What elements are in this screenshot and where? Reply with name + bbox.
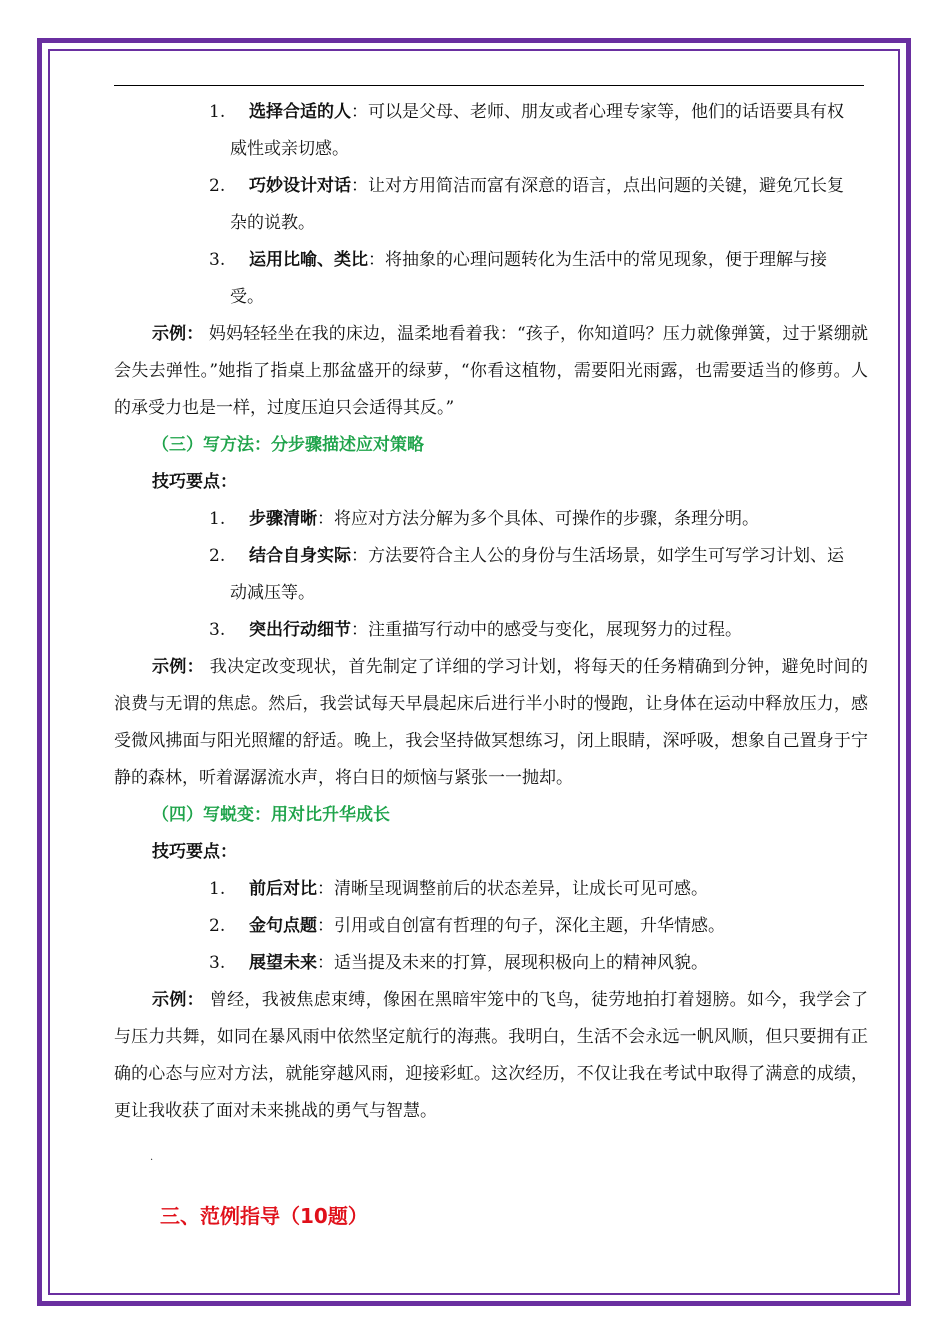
header-rule	[114, 85, 864, 86]
section-title: 三、范例指导（10题）	[160, 1204, 368, 1228]
list-item: 3. 突出行动细节：注重描写行动中的感受与变化，展现努力的过程。	[209, 620, 742, 640]
list-item: 2. 金句点题：引用或自创富有哲理的句子，深化主题，升华情感。	[209, 916, 725, 936]
tips-label: 技巧要点：	[152, 842, 237, 862]
list-item: 1. 前后对比：清晰呈现调整前后的状态差异，让成长可见可感。	[209, 879, 708, 899]
tips-label: 技巧要点：	[152, 472, 237, 492]
list-item: 3. 展望未来：适当提及未来的打算，展现积极向上的精神风貌。	[209, 953, 708, 973]
list-item: 3. 运用比喻、类比：将抽象的心理问题转化为生活中的常见现象，便于理解与接受。	[209, 250, 827, 307]
example-paragraph: 示例： 我决定改变现状，首先制定了详细的学习计划，将每天的任务精确到分钟，避免时间的浪费与无谓的焦虑。然后，我尝试每天早晨起床后进行半小时的慢跑，让身体在运动中释放压力，感受微风拂面与阳光照耀的舒适。晚上，我会坚持做冥想练习，闭上眼睛，深呼吸，想象自己置身于宁静的森林，听着潺潺流水声，将白日的烦恼与紧张一一抛却。	[114, 657, 869, 788]
list-item: 2. 巧妙设计对话：让对方用简洁而富有深意的语言，点出问题的关键，避免冗长复杂的说教。	[209, 176, 844, 233]
example-paragraph: 示例： 曾经，我被焦虑束缚，像困在黑暗牢笼中的飞鸟，徒劳地拍打着翅膀。如今，我学会了与压力共舞，如同在暴风雨中依然坚定航行的海燕。我明白，生活不会永远一帆风顺，但只要拥有正确的心态与应对方法，就能穿越风雨，迎接彩虹。这次经历，不仅让我在考试中取得了满意的成绩，更让我收获了面对未来挑战的勇气与智慧。	[114, 990, 869, 1121]
example-paragraph: 示例： 妈妈轻轻坐在我的床边，温柔地看着我：“孩子，你知道吗？压力就像弹簧，过于紧绷就会失去弹性。”她指了指桌上那盆盛开的绿萝，“你看这植物，需要阳光雨露，也需要适当的修剪。人的承受力也是一样，过度压迫只会适得其反。”	[114, 324, 869, 418]
document-body	[114, 94, 868, 1130]
list-item: 2. 结合自身实际：方法要符合主人公的身份与生活场景，如学生可写学习计划、运动减压等。	[209, 546, 844, 603]
subsection-heading: （三）写方法：分步骤描述应对策略	[152, 435, 424, 455]
subsection-heading: （四）写蜕变：用对比升华成长	[152, 805, 390, 825]
list-item: 1. 选择合适的人：可以是父母、老师、朋友或者心理专家等，他们的话语要具有权威性或亲切感。	[209, 102, 844, 159]
list-item: 1. 步骤清晰：将应对方法分解为多个具体、可操作的步骤，条理分明。	[209, 509, 759, 529]
stray-dot: .	[150, 1152, 154, 1163]
